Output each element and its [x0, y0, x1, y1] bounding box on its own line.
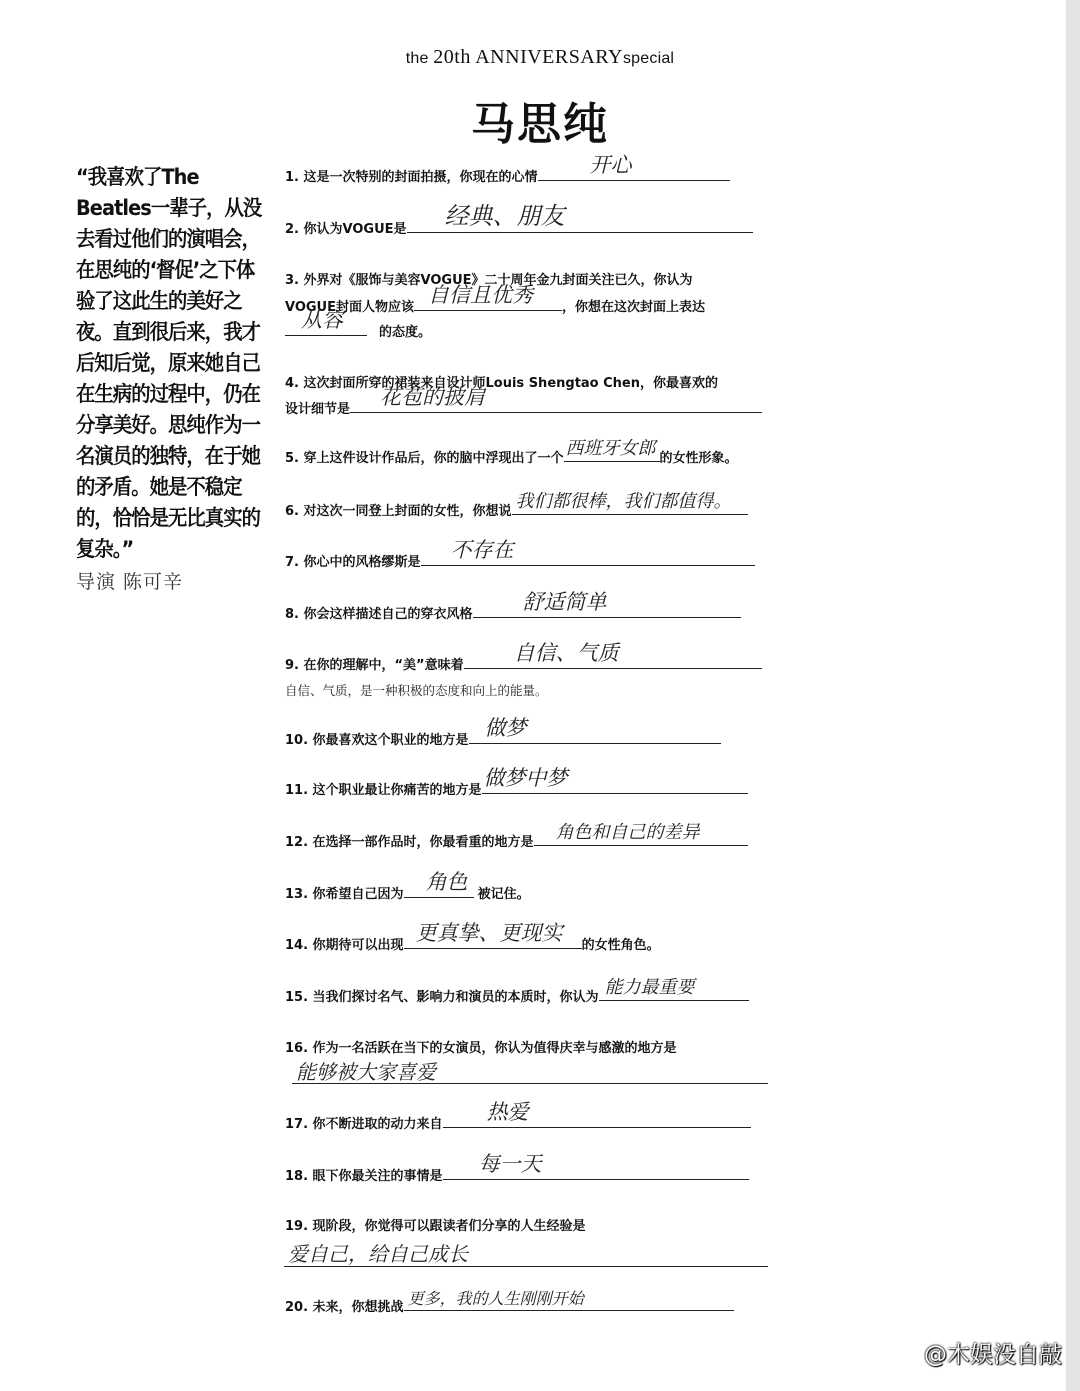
question-text: 设计细节是	[285, 402, 351, 417]
issue-header	[0, 46, 1080, 69]
question-6	[285, 491, 748, 519]
question-2	[285, 202, 753, 237]
handwritten-answer: 舒适简单	[522, 590, 607, 614]
question-text: ，你想在这次封面上表达	[562, 300, 706, 315]
question-text: 1. 这是一次特别的封面拍摄，你现在的心情	[285, 170, 538, 185]
handwritten-answer: 我们都很棒，我们都值得。	[515, 491, 732, 512]
question-3-line-3	[285, 308, 432, 340]
answer-blank	[285, 308, 367, 336]
question-text: 7. 你心中的风格缪斯是	[285, 555, 421, 570]
question-text: 的女性角色。	[581, 938, 660, 953]
question-text: 14. 你期待可以出现	[285, 938, 404, 953]
header-anniversary: ANNIVERSARY	[470, 46, 623, 68]
question-4-line-1: 4. 这次封面所穿的裙装来自设计师Louis Shengtao Chen，你最喜欢的	[285, 376, 719, 391]
answer-blank	[512, 491, 748, 515]
handwritten-answer: 经典、朋友	[444, 202, 565, 230]
handwritten-answer: 更真挚、更现实	[415, 921, 563, 945]
watermark-text: @木娱没自敲	[924, 1342, 1062, 1368]
handwritten-answer: 每一天	[478, 1152, 542, 1176]
question-11	[285, 766, 748, 798]
handwritten-answer: 不存在	[450, 538, 514, 562]
answer-blank	[482, 766, 748, 794]
answer-blank	[414, 283, 562, 311]
question-text: 8. 你会这样描述自己的穿衣风格	[285, 607, 473, 622]
handwritten-answer: 热爱	[486, 1100, 529, 1124]
handwritten-answer: 开心	[589, 153, 632, 177]
handwritten-answer: 西班牙女郎	[565, 438, 656, 459]
handwritten-answer: 爱自己，给自己成长	[288, 1242, 468, 1266]
pull-quote: “我喜欢了The Beatles一辈子，从没去看过他们的演唱会，在思纯的‘督促’之下体验了这此生的美好之夜。直到很后来，我才后知后觉，原来她自己在生病的过程中，仍在分享美好。思纯作为一名演员的独特，在于她的矛盾。她是不稳定的，恰恰是无比真实的复杂。”	[76, 165, 262, 561]
page-title: 马思纯	[471, 99, 609, 150]
answer-blank	[421, 538, 755, 566]
answer-blank	[443, 1100, 751, 1128]
header-20th: 20th	[433, 46, 471, 68]
handwritten-answer: 自信且优秀	[428, 283, 533, 307]
question-19: 19. 现阶段，你觉得可以跟读者们分享的人生经验是	[285, 1219, 586, 1234]
question-text: 18. 眼下你最关注的事情是	[285, 1169, 443, 1184]
answer-blank	[404, 921, 582, 949]
handwritten-answer: 能够被大家喜爱	[296, 1060, 436, 1084]
answer-blank	[407, 202, 753, 233]
handwritten-answer: 更多，我的人生刚刚开始	[407, 1289, 584, 1308]
question-text: 12. 在选择一部作品时，你最看重的地方是	[285, 835, 534, 850]
answer-blank	[564, 438, 660, 462]
question-17	[285, 1100, 751, 1132]
question-text: 被记住。	[477, 887, 530, 902]
handwritten-answer: 自信、气质	[513, 641, 619, 665]
question-text: 的女性形象。	[659, 451, 738, 466]
question-16: 16. 作为一名活跃在当下的女演员，你认为值得庆幸与感激的地方是	[285, 1041, 677, 1056]
weibo-icon	[892, 1344, 918, 1364]
handwritten-answer: 花苞的披肩	[380, 385, 486, 409]
question-text: 9. 在你的理解中，“美”意味着	[285, 658, 464, 673]
question-20	[285, 1289, 734, 1315]
sidebar-quote-block	[76, 162, 268, 594]
question-14	[285, 921, 660, 953]
question-text: 20. 未来，你想挑战	[285, 1300, 404, 1315]
question-text: 11. 这个职业最让你痛苦的地方是	[285, 783, 482, 798]
question-text: VOGUE封面人物应该	[285, 300, 414, 315]
question-1	[285, 153, 730, 185]
answer-blank	[404, 870, 474, 898]
question-13	[285, 870, 530, 902]
question-text: 15. 当我们探讨名气、影响力和演员的本质时，你认为	[285, 990, 599, 1005]
answer-blank	[404, 1289, 734, 1311]
handwritten-answer: 能力最重要	[604, 977, 695, 998]
handwritten-answer: 从容	[301, 308, 343, 332]
answer-note: 自信、气质，是一种积极的态度和向上的能量。	[285, 683, 548, 698]
question-text: 的态度。	[379, 325, 432, 340]
question-text: 13. 你希望自己因为	[285, 887, 404, 902]
question-10	[285, 716, 721, 748]
question-text: 5. 穿上这件设计作品后，你的脑中浮现出了一个	[285, 451, 564, 466]
question-text: 17. 你不断进取的动力来自	[285, 1117, 443, 1132]
question-18	[285, 1152, 749, 1184]
question-4-line-2	[285, 385, 762, 417]
question-text: 10. 你最喜欢这个职业的地方是	[285, 733, 469, 748]
answer-blank	[599, 977, 749, 1001]
header-special: special	[622, 50, 675, 67]
answer-blank	[473, 590, 741, 618]
answer-blank	[469, 716, 721, 744]
answer-blank	[464, 641, 762, 669]
question-7	[285, 538, 755, 570]
page-edge-strip	[1066, 0, 1080, 1391]
question-text: 6. 对这次一同登上封面的女性，你想说	[285, 504, 512, 519]
answer-blank	[350, 385, 762, 413]
question-3-line-1: 3. 外界对《服饰与美容VOGUE》二十周年金九封面关注已久，你认为	[285, 273, 693, 288]
weibo-watermark	[892, 1336, 1062, 1369]
quote-credit: 导演 陈可辛	[76, 571, 184, 593]
question-12	[285, 822, 748, 850]
question-5	[285, 438, 738, 466]
handwritten-answer: 角色和自己的差异	[555, 822, 700, 843]
question-15	[285, 977, 749, 1005]
question-text: 2. 你认为VOGUE是	[285, 222, 407, 237]
answer-blank	[534, 822, 748, 846]
question-3-line-2	[285, 283, 706, 315]
answer-blank	[443, 1152, 749, 1180]
handwritten-answer: 做梦中梦	[483, 766, 568, 790]
question-8	[285, 590, 741, 622]
question-9	[285, 641, 762, 673]
header-prefix: the	[405, 50, 434, 67]
handwritten-answer: 角色	[425, 870, 468, 894]
handwritten-answer: 做梦	[484, 716, 527, 740]
answer-blank	[538, 153, 730, 181]
